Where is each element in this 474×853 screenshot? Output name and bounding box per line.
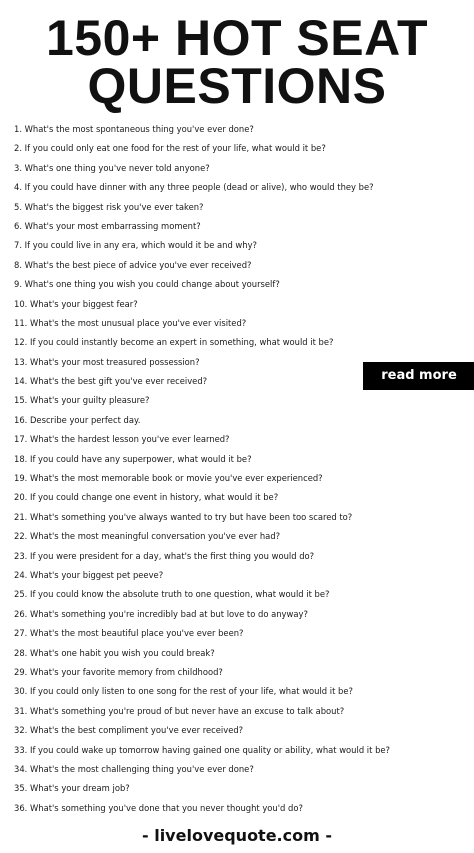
question-item: 32. What's the best compliment you've ever received? [14,725,244,736]
question-item: 34. What's the most challenging thing you've ever done? [14,763,254,774]
page-title [0,10,474,114]
question-item: 23. If you were president for a day, what's the first thing you would do? [14,550,315,561]
question-item: 2. If you could only eat one food for the rest of your life, what would it be? [14,143,326,154]
question-item: 15. What's your guilty pleasure? [14,395,150,406]
question-item: 33. If you could wake up tomorrow having gained one quality or ability, what would it be? [14,744,390,755]
question-item: 7. If you could live in any era, which would it be and why? [14,240,257,251]
question-item: 36. What's something you've done that you never thought you'd do? [14,802,303,813]
question-item: 13. What's your most treasured possession? [14,356,200,367]
question-item: 35. What's your dream job? [14,783,130,794]
page-title-line-2: QUESTIONS [87,58,387,114]
question-item: 9. What's one thing you wish you could change about yourself? [14,279,280,290]
question-item: 22. What's the most meaningful conversation you've ever had? [14,531,281,542]
question-item: 6. What's your most embarrassing moment? [14,220,201,231]
site-footer: - livelovequote.com - [142,826,332,845]
question-item: 28. What's one habit you wish you could break? [14,647,215,658]
question-item: 16. Describe your perfect day. [14,414,141,425]
question-item: 5. What's the biggest risk you've ever taken? [14,201,204,212]
question-item: 11. What's the most unusual place you've ever visited? [14,317,247,328]
question-item: 10. What's your biggest fear? [14,298,138,309]
question-item: 8. What's the best piece of advice you've ever received? [14,259,252,270]
question-item: 21. What's something you've always wanted to try but have been too scared to? [14,511,353,522]
question-item: 25. If you could know the absolute truth to one question, what would it be? [14,589,330,600]
question-item: 1. What's the most spontaneous thing you've ever done? [14,124,254,134]
question-item: 12. If you could instantly become an expert in something, what would it be? [14,337,334,348]
question-list [14,120,454,818]
question-item: 31. What's something you're proud of but never have an excuse to talk about? [14,705,345,716]
read-more-button[interactable]: read more [363,362,474,390]
page-title-line-1: 150+ HOT SEAT [45,10,429,66]
question-item: 29. What's your favorite memory from childhood? [14,666,223,677]
question-item: 30. If you could only listen to one song for the rest of your life, what would it be? [14,686,353,697]
question-item: 3. What's one thing you've never told anyone? [14,162,210,173]
question-item: 18. If you could have any superpower, what would it be? [14,453,252,464]
question-item: 24. What's your biggest pet peeve? [14,569,164,580]
question-item: 19. What's the most memorable book or movie you've ever experienced? [14,473,323,484]
question-item: 4. If you could have dinner with any three people (dead or alive), who would they be? [14,182,374,193]
question-item: 17. What's the hardest lesson you've ever learned? [14,434,230,445]
question-item: 27. What's the most beautiful place you've ever been? [14,628,244,639]
question-item: 26. What's something you're incredibly bad at but love to do anyway? [14,608,308,619]
question-item: 14. What's the best gift you've ever received? [14,376,208,387]
question-item: 20. If you could change one event in history, what would it be? [14,492,279,503]
